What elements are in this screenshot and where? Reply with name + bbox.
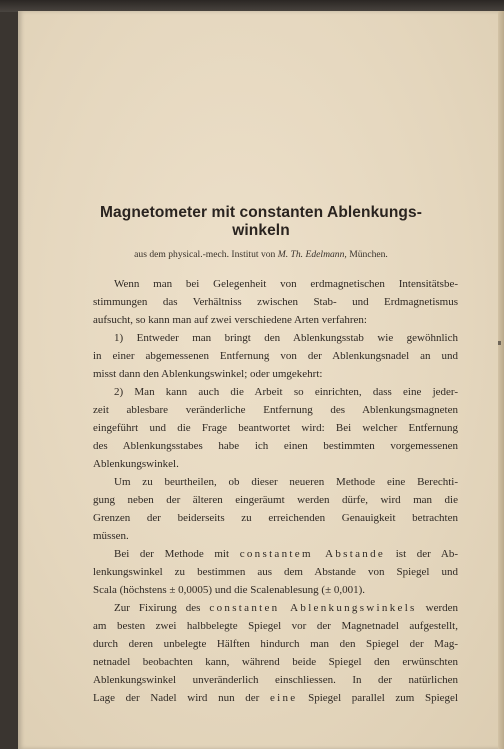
body-line: Scala (höchstens ± 0,0005) und die Scalenablesung (± 0,001).	[93, 584, 366, 596]
body-line: am besten zwei halbbelegte Spiegel vor der Magnetnadel aufgestellt,	[93, 620, 458, 632]
body-line: aufsucht, so kann man auf zwei verschiedene Arten verfahren:	[93, 314, 367, 326]
book-page	[18, 11, 504, 749]
body-text: Zur Fixirung des	[114, 602, 201, 614]
margin-mark	[498, 341, 501, 345]
body-line-spaced	[114, 601, 458, 615]
body-line-spaced	[93, 691, 458, 705]
emphasis-text: constanten Ablenkungswinkels	[209, 602, 417, 614]
body-line: Ablenkungswinkel.	[93, 458, 179, 470]
emphasis-text: eine	[269, 692, 298, 704]
page-edge	[498, 11, 504, 749]
body-line: misst dann den Ablenkungswinkel; oder umgekehrt:	[93, 368, 323, 380]
body-line: eingeführt und die Frage beantwortet wird: Bei welcher Entfernung	[93, 422, 458, 434]
body-text: Bei der Methode mit	[114, 548, 230, 560]
body-line: 1) Entweder man bringt den Ablenkungsstab wie gewöhnlich	[114, 332, 458, 344]
byline-author: M. Th. Edelmann,	[277, 249, 347, 260]
body-line: durch deren unbelegte Hälften hindurch man den Spiegel der Mag-	[93, 638, 458, 650]
body-text: Lage der Nadel wird nun der	[93, 692, 260, 704]
body-line: Ablenkungswinkel unveränderlich einschliessen. In der natürlichen	[93, 674, 458, 686]
article-title-line-1: Magnetometer mit constanten Ablenkungs-	[100, 204, 422, 221]
body-line: stimmungen das Verhältniss zwischen Stab- und Erdmagnetismus	[93, 296, 458, 308]
body-line: 2) Man kann auch die Arbeit so einrichten, dass eine jeder-	[114, 386, 458, 398]
body-text: werden	[425, 602, 459, 614]
body-line: netnadel beobachten kann, während beide Spiegel den erwünschten	[93, 656, 458, 668]
emphasis-text: constantem Abstande	[239, 548, 386, 560]
body-line: Um zu beurtheilen, ob dieser neueren Methode eine Berechti-	[114, 476, 458, 488]
byline-prefix: aus dem physical.-mech. Institut von	[134, 249, 276, 260]
body-text: ist der Ab-	[395, 548, 458, 560]
body-line: gung neben der älteren eingeräumt werden dürfe, wird man die	[93, 494, 458, 506]
body-line: des Ablenkungsstabes habe ich einen bestimmten vorgemessenen	[93, 440, 458, 452]
byline-place: München.	[349, 249, 388, 260]
article-byline	[18, 249, 504, 260]
article-title-line-2: winkeln	[232, 222, 290, 239]
body-line: müssen.	[93, 530, 129, 542]
body-line: Grenzen der beiderseits zu erreichenden Genauigkeit betrachten	[93, 512, 458, 524]
body-line: lenkungswinkel zu bestimmen aus dem Abstande von Spiegel und	[93, 566, 458, 578]
body-line: Wenn man bei Gelegenheit von erdmagnetischen Intensitätsbe-	[114, 278, 458, 290]
body-text: Spiegel parallel zum Spiegel	[308, 692, 458, 704]
body-line: in einer abgemessenen Entfernung von der Ablenkungsnadel an und	[93, 350, 458, 362]
body-line: zeit ablesbare veränderliche Entfernung des Ablenkungsmagneten	[93, 404, 458, 416]
body-line-spaced	[114, 547, 458, 561]
